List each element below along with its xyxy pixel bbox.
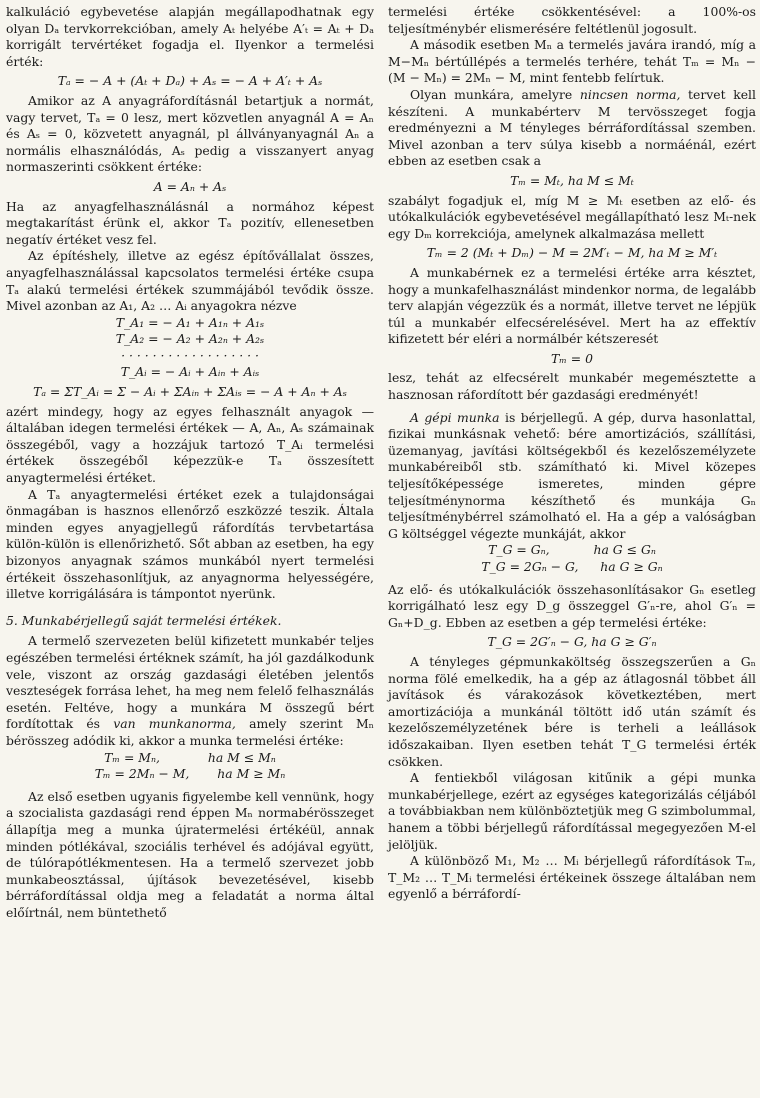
equation-condition: ha G ≥ Gₙ <box>600 559 663 574</box>
equation <box>388 542 756 559</box>
equation-lhs: T_G = Gₙ, <box>488 542 550 558</box>
paragraph: Ha az anyagfelhasználásnál a normához képest megtakarítást érünk el, akkor Tₐ pozitív, ellenesetben negatív értéket vesz fel. <box>6 198 374 247</box>
equation-lhs: Tₘ = Mₙ, <box>104 749 160 765</box>
equation: T_Aᵢ = − Aᵢ + Aᵢₙ + Aᵢₛ <box>120 364 260 380</box>
equation-condition: ha M ≥ Mₙ <box>217 766 286 782</box>
paragraph: A különböző M₁, M₂ … Mᵢ bérjellegű ráfordítások Tₘ, T_M₂ … T_Mᵢ termelési értékeinek összege általában nem egyenlő a bérráfordí- <box>388 853 756 902</box>
paragraph: kalkuláció egybevetése alapján megállapodhatnak egy olyan Dₐ tervkorrekcióban, amely Aₜ helyébe A′ₜ = Aₜ + Dₐ korrigált tervértéket fogadja el. Ilyenkor a termelési érték: <box>6 4 374 69</box>
paragraph <box>388 410 756 543</box>
equation-condition: ha M ≤ Mₙ <box>207 749 276 765</box>
section-heading <box>6 613 374 630</box>
equation: Tₐ = ΣT_Aᵢ = Σ − Aᵢ + ΣAᵢₙ + ΣAᵢₛ = − A + Aₙ + Aₛ <box>33 384 347 400</box>
paragraph: Az elő- és utókalkulációk összehasonlításakor Gₙ esetleg korrigálható lesz egy D_g összeggel G′ₙ-re, ahol G′ₙ = Gₙ+D_g. Ebben az esetben a gép termelési értéke: <box>388 581 756 630</box>
equation-lhs: T_G = 2Gₙ − G, <box>481 559 579 574</box>
equation <box>388 559 756 576</box>
paragraph: Amikor az A anyagráfordításnál betartjuk a normát, vagy tervet, Tₐ = 0 lesz, mert közvetlen anyagnál A = Aₙ és Aₛ = 0, közvetett anyagnál, pl állványanyagnál Aₙ a normális elhasználódás, Aₛ pedig a visszanyert anyag normaszerinti csökkent értéke: <box>6 92 374 175</box>
paragraph: termelési értéke csökkentésével: a 100%-os teljesítménybér elismerésére feltétlenül jogosult. <box>388 4 756 36</box>
equation: A = Aₙ + Aₛ <box>153 178 227 194</box>
equation-condition: ha G ≤ Gₙ <box>593 542 656 558</box>
equation: Tₘ = Mₜ, ha M ≤ Mₜ <box>510 172 634 188</box>
equation-lhs: Tₘ = 2Mₙ − M, <box>94 766 190 782</box>
paragraph-text: is bérjellegű. A gép, durva hasonlattal, fizikai munkásnak vehető: bére amortizációs, szállítási, üzemanyag, javítási költségekből és kezelőszemélyzete munkabéreiből stb. számítható ki. Mivel közepes teljesítőképessége ismeretes, minden gépre teljesítménynorma készíthető és munkája Gₙ teljesítménybérrel számolható el. Ha a gép a valóságban G költséggel végezte munkáját, akkor <box>388 409 756 541</box>
paragraph: A Tₐ anyagtermelési értéket ezek a tulajdonságai önmagában is hasznos ellenőrző eszközzé teszik. Általa minden egyes anyagjellegű ráfordítás tervbetartása külön-külön is ellenőrizhető. Sőt abban az esetben, ha egy bizonyos anyagnak számos munkából nyert termelési értékeit összehasonlítjuk, az anyagnorma helyességére, illetve korrigálására is támpontot nyerünk. <box>6 486 374 602</box>
paragraph: A tényleges gépmunkaköltség összegszerűen a Gₙ norma fölé emelkedik, ha a gép az átlagosnál többet áll javítások és várakozások következtében, mert amortizációja a munkánál töltött idő után számít és kezelőszemélyzetének bére is terheli a leállások időszakaiban. Ilyen esetben tehát T_G termelési érték csökken. <box>388 653 756 769</box>
equation: T_A₂ = − A₂ + A₂ₙ + A₂ₛ <box>115 331 265 347</box>
section-title: Munkabérjellegű saját termelési értékek. <box>21 612 282 628</box>
equation-dots: · · · · · · · · · · · · · · · · · · <box>121 347 259 363</box>
paragraph: szabályt fogadjuk el, míg M ≥ Mₜ esetben az elő- és utókalkulációk egybevetésével megállapítható lesz Mₜ-nek egy Dₘ korrekciója, amelynek alkalmazása mellett <box>388 192 756 241</box>
paragraph: A munkabérnek ez a termelési értéke arra késztet, hogy a munkafelhasználást mindenkor norma, de legalább terv alapján végezzük és a normát, illetve tervet ne lépjük túl a munkabér elfecsérelésével. Mert ha az effektív kifizetett bér eléri a normálbér kétszeresét <box>388 264 756 347</box>
section-number: 5. <box>6 612 18 628</box>
equation: Tₘ = 2 (Mₜ + Dₘ) − M = 2M′ₜ − M, ha M ≥ M′ₜ <box>426 245 718 261</box>
equation <box>6 766 374 783</box>
equation <box>6 750 374 767</box>
paragraph: lesz, tehát az elfecsérelt munkabér megemésztette a hasznosan ráfordított bér gazdasági eredményét! <box>388 370 756 403</box>
paragraph: azért mindegy, hogy az egyes felhasznált anyagok — általában idegen termelési értékek — A, Aₙ, Aₛ számainak összegéből, vagy a hozzájuk tartozó T_Aᵢ termelési értékek összegéből képezzük-e Tₐ összesített anyagtermelési értéket. <box>6 403 374 486</box>
paragraph <box>388 87 756 170</box>
equation: T_G = 2G′ₙ − G, ha G ≥ G′ₙ <box>487 634 657 650</box>
emphasis: A gépi munka <box>410 409 500 425</box>
equation: Tₘ = 0 <box>550 350 593 366</box>
paragraph: Az építéshely, illetve az egész építővállalat összes, anyagfelhasználással kapcsolatos termelési értéke csupa Tₐ alakú termelési értékek szummájából tevődik össze. Mivel azonban az A₁, A₂ … Aᵢ anyagokra nézve <box>6 248 374 314</box>
paragraph: A második esetben Mₙ a termelés javára irandó, míg a M−Mₙ bértúllépés a termelés terhére, tehát Tₘ = Mₙ − (M − Mₙ) = 2Mₙ − M, mint fentebb felírtuk. <box>388 37 756 86</box>
right-column <box>388 4 756 903</box>
paragraph-text: A termelő szervezeten belül kifizetett munkabér teljes egészében termelési értéknek számít, ha jól gazdálkodunk vele, viszont az ország gazdasági életében jelentős veszteségek forrása lehet, ha meg nem felelő felhasználás esetén. Feltéve, hogy a munkára M összegű bért fordítottak és <box>6 633 374 732</box>
paragraph: A fentiekből világosan kitűnik a gépi munka munkabérjellege, ezért az egységes kategorizálás céljából a továbbiakban nem különböztetjük meg G szimbolummal, hanem a többi bérjellegű ráfordítással megegyezően M-el jelöljük. <box>388 770 756 852</box>
paragraph-text: amely szerint Mₙ bérösszeg adódik ki, akkor a munka termelési értéke: <box>6 716 374 748</box>
paragraph: Az első esetben ugyanis figyelembe kell vennünk, hogy a szocialista gazdasági rend éppen Mₙ normabérösszeget állapítja meg a munka újratermelési értékéül, annak minden pótlékával, szociális terhével és adójával együtt, de túlórapótlékmentesen. Ha a termelő szervezet jobb munkabeosztással, újítások bevezetésével, kisebb bérráfordítással oldja meg a feladatát a norma által előírtnál, nem büntethető <box>6 788 374 920</box>
paragraph <box>6 633 374 749</box>
left-column <box>6 4 374 921</box>
paragraph-text: Olyan munkára, amelyre <box>410 86 573 102</box>
equation: T_A₁ = − A₁ + A₁ₙ + A₁ₛ <box>115 314 265 330</box>
emphasis: van munkanorma, <box>113 716 236 732</box>
emphasis: nincsen norma, <box>579 86 681 102</box>
equation: Tₐ = − A + (Aₜ + Dₐ) + Aₛ = − A + A′ₜ + Aₛ <box>57 73 323 89</box>
paragraph-text: tervet kell készíteni. A munkabérterv M tervösszeget fogja eredményezni a M tényleges bérráfordítással szemben. Mivel azonban a terv súlya kisebb a normáénál, ezért ebben az esetben csak a <box>388 86 756 169</box>
